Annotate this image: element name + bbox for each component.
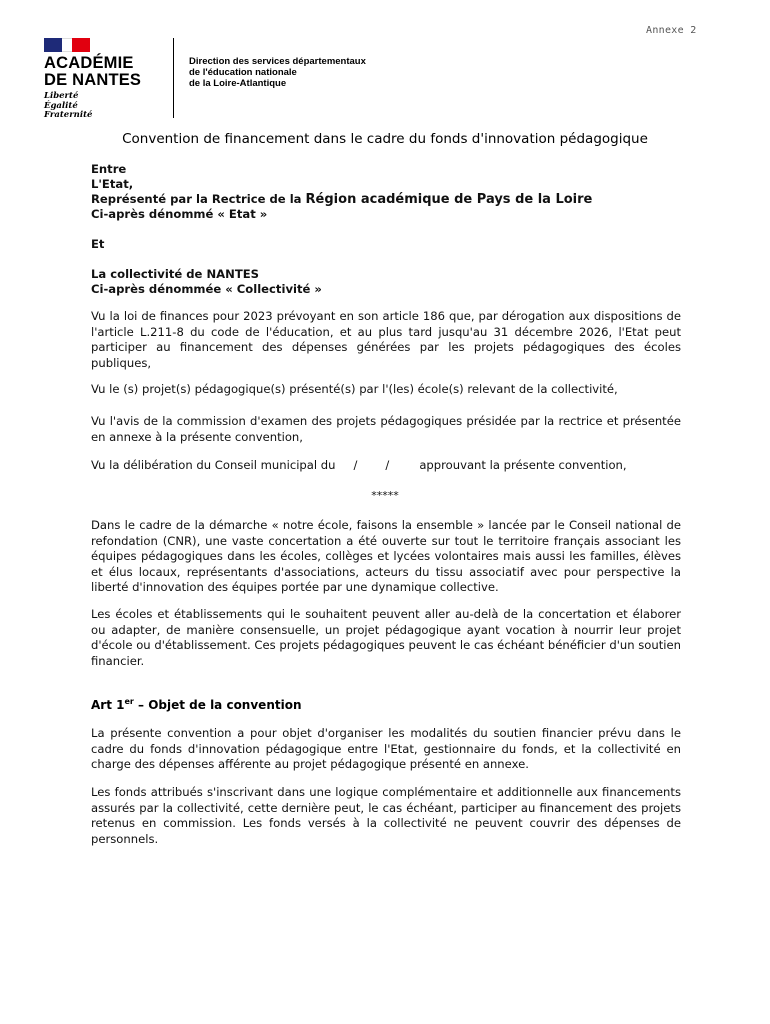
paragraph-objet: La présente convention a pour objet d'organiser les modalités du soutien financier prévu dans le cadre du fonds d'innovation pédagogique entre l'Etat, gestionnaire du fonds, et la collectivité en charge des dépenses afférente au projet pédagogique présenté en annexe. (91, 726, 681, 771)
direction-line-3: de la Loire-Atlantique (189, 78, 287, 89)
motto-liberte: Liberté (44, 91, 79, 101)
deliberation-slash-1: / (353, 458, 358, 472)
motto-fraternite: Fraternité (44, 110, 93, 120)
paragraph-projets: Vu le (s) projet(s) pédagogique(s) présenté(s) par l'(les) école(s) relevant de la collectivité, (91, 382, 618, 396)
article-1-title (91, 697, 302, 712)
deliberation-slash-2: / (385, 458, 390, 472)
academie-logo (44, 38, 164, 121)
logo-line-1: ACADÉMIE (44, 54, 134, 72)
annex-label: Annexe 2 (646, 25, 697, 36)
logo-line-2: DE NANTES (44, 71, 142, 89)
paragraph-cnr: Dans le cadre de la démarche « notre école, faisons la ensemble » lancée par le Conseil national de refondation (CNR), une vaste concertation a été ouverte sur tout le territoire français associant les équipes pédagogiques dans les écoles, collèges et lycées volontaires mais aussi les familles, élèves et élus locaux, représentants d'associations, acteurs du tissu associatif avec pour perspective la liberté d'innovation des équipes portée par une dynamique collective. (91, 518, 681, 594)
deliberation-text-end: approuvant la présente convention, (419, 458, 627, 472)
parties-block (91, 162, 681, 297)
paragraph-loi-finances: Vu la loi de finances pour 2023 prévoyant en son article 186 que, par dérogation aux dispositions de l'article L.211-8 du code de l'éducation, et au plus tard jusqu'au 31 décembre 2026, l'Etat peut participer au financement des dépenses générées par les projets pédagogiques des écoles publiques, (91, 309, 681, 370)
entre-label: Entre (91, 162, 127, 176)
paragraph-ecoles: Les écoles et établissements qui le souhaitent peuvent aller au-delà de la concertation et élaborer ou adapter, de manière consensuelle, un projet pédagogique ayant vocation à nourrir leur projet d'école ou d'établissement. Ces projets pédagogiques peuvent le cas échéant bénéficier d'un soutien financier. (91, 607, 681, 668)
direction-block (189, 56, 366, 89)
deliberation-text-start: Vu la délibération du Conseil municipal du (91, 458, 336, 472)
motto-egalite: Égalité (44, 100, 78, 111)
header-divider (173, 38, 174, 118)
represente-line (91, 192, 681, 207)
etat-alias: Ci-après dénommé « Etat » (91, 207, 268, 221)
paragraph-avis-commission: Vu l'avis de la commission d'examen des projets pédagogiques présidée par la rectrice et présentée en annexe à la présente convention, (91, 414, 681, 444)
separator-stars: ***** (371, 489, 399, 502)
direction-line-1: Direction des services départementaux (189, 56, 366, 67)
collectivite-label: La collectivité de NANTES (91, 267, 260, 281)
article-1-suffix: – Objet de la convention (133, 698, 302, 712)
etat-label: L'Etat, (91, 177, 134, 191)
et-label: Et (91, 237, 105, 251)
document-title: Convention de financement dans le cadre du fonds d'innovation pédagogique (122, 131, 648, 147)
represente-region: Région académique de Pays de la Loire (305, 192, 593, 207)
collectivite-alias: Ci-après dénommée « Collectivité » (91, 282, 322, 296)
represente-prefix: Représenté par la Rectrice de la (91, 192, 306, 206)
article-1-sup: er (124, 697, 134, 706)
paragraph-deliberation (91, 458, 681, 474)
direction-line-2: de l'éducation nationale (189, 67, 297, 78)
article-1-prefix: Art 1 (91, 698, 125, 712)
marianne-flag-icon (44, 38, 90, 52)
paragraph-fonds: Les fonds attribués s'inscrivant dans une logique complémentaire et additionnelle aux financements assurés par la collectivité, cette dernière peut, le cas échéant, participer au financement des projets retenus en commission. Les fonds versés à la collectivité ne peuvent couvrir des dépenses de personnels. (91, 785, 681, 846)
